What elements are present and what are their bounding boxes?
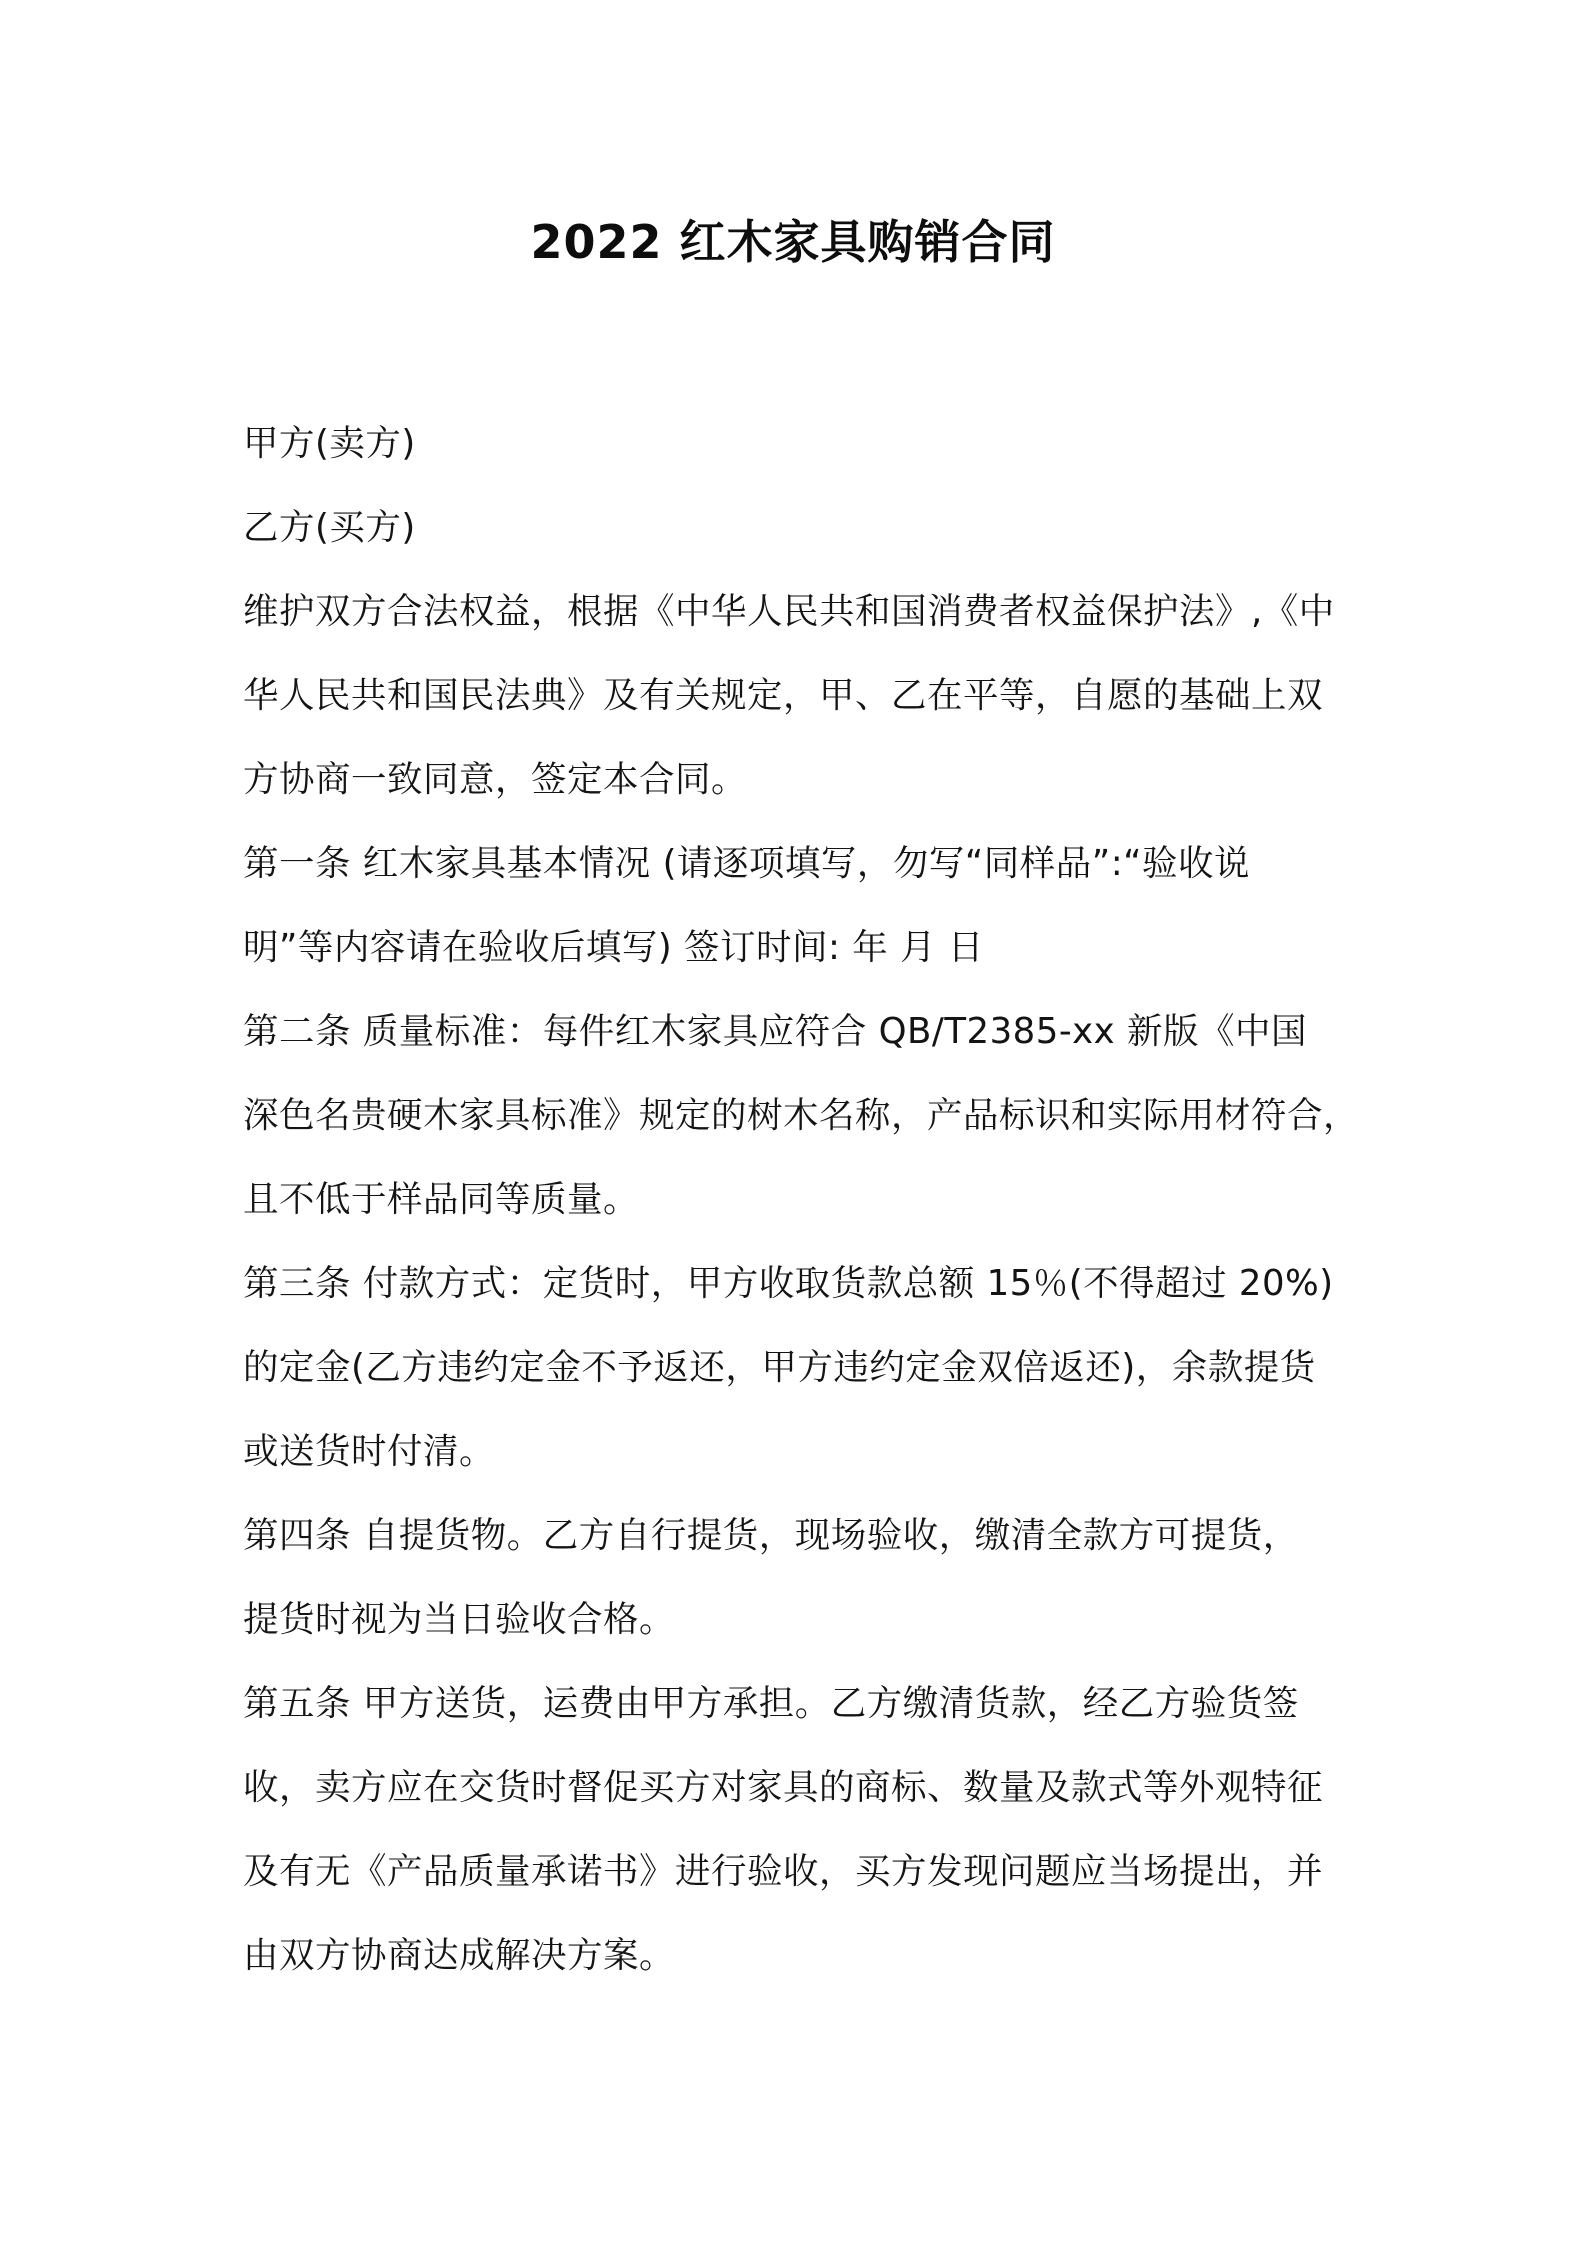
article-2-line-2: 深色名贵硬木家具标准》规定的树木名称，产品标识和实际用材符合，: [243, 1095, 1360, 1136]
document-title: 2022 红木家具购销合同: [530, 215, 1056, 269]
article-5-line-1: 第五条 甲方送货，运费由甲方承担。乙方缴清货款，经乙方验货签: [243, 1683, 1299, 1724]
article-2-line-1: 第二条 质量标准：每件红木家具应符合 QB/T2385-xx 新版《中国: [243, 1011, 1307, 1052]
article-1-line-2: 明”等内容请在验收后填写) 签订时间: 年 月 日: [243, 927, 984, 968]
article-5-line-3: 及有无《产品质量承诺书》进行验收，买方发现问题应当场提出，并: [243, 1851, 1324, 1892]
article-3-line-2: 的定金(乙方违约定金不予返还，甲方违约定金双倍返还)，余款提货: [243, 1347, 1316, 1388]
article-3-line-1: 第三条 付款方式：定货时，甲方收取货款总额 15％(不得超过 20%): [243, 1263, 1334, 1304]
article-5-line-2: 收，卖方应在交货时督促买方对家具的商标、数量及款式等外观特征: [243, 1767, 1324, 1808]
article-3-line-3: 或送货时付清。: [243, 1431, 496, 1472]
article-4-line-2: 提货时视为当日验收合格。: [243, 1599, 676, 1640]
article-4-line-1: 第四条 自提货物。乙方自行提货，现场验收，缴清全款方可提货，: [243, 1515, 1299, 1556]
preamble-line-3: 方协商一致同意，签定本合同。: [243, 759, 748, 800]
party-b-line: 乙方(买方): [243, 507, 416, 548]
preamble-line-2: 华人民共和国民法典》及有关规定，甲、乙在平等，自愿的基础上双: [243, 675, 1324, 716]
article-5-line-4: 由双方协商达成解决方案。: [243, 1935, 676, 1976]
article-2-line-3: 且不低于样品同等质量。: [243, 1179, 640, 1220]
contract-body: [243, 402, 1358, 1998]
article-1-line-1: 第一条 红木家具基本情况 (请逐项填写，勿写“同样品”:“验收说: [243, 843, 1251, 884]
party-a-line: 甲方(卖方): [243, 423, 416, 464]
preamble-line-1: 维护双方合法权益，根据《中华人民共和国消费者权益保护法》,《中: [243, 591, 1335, 632]
